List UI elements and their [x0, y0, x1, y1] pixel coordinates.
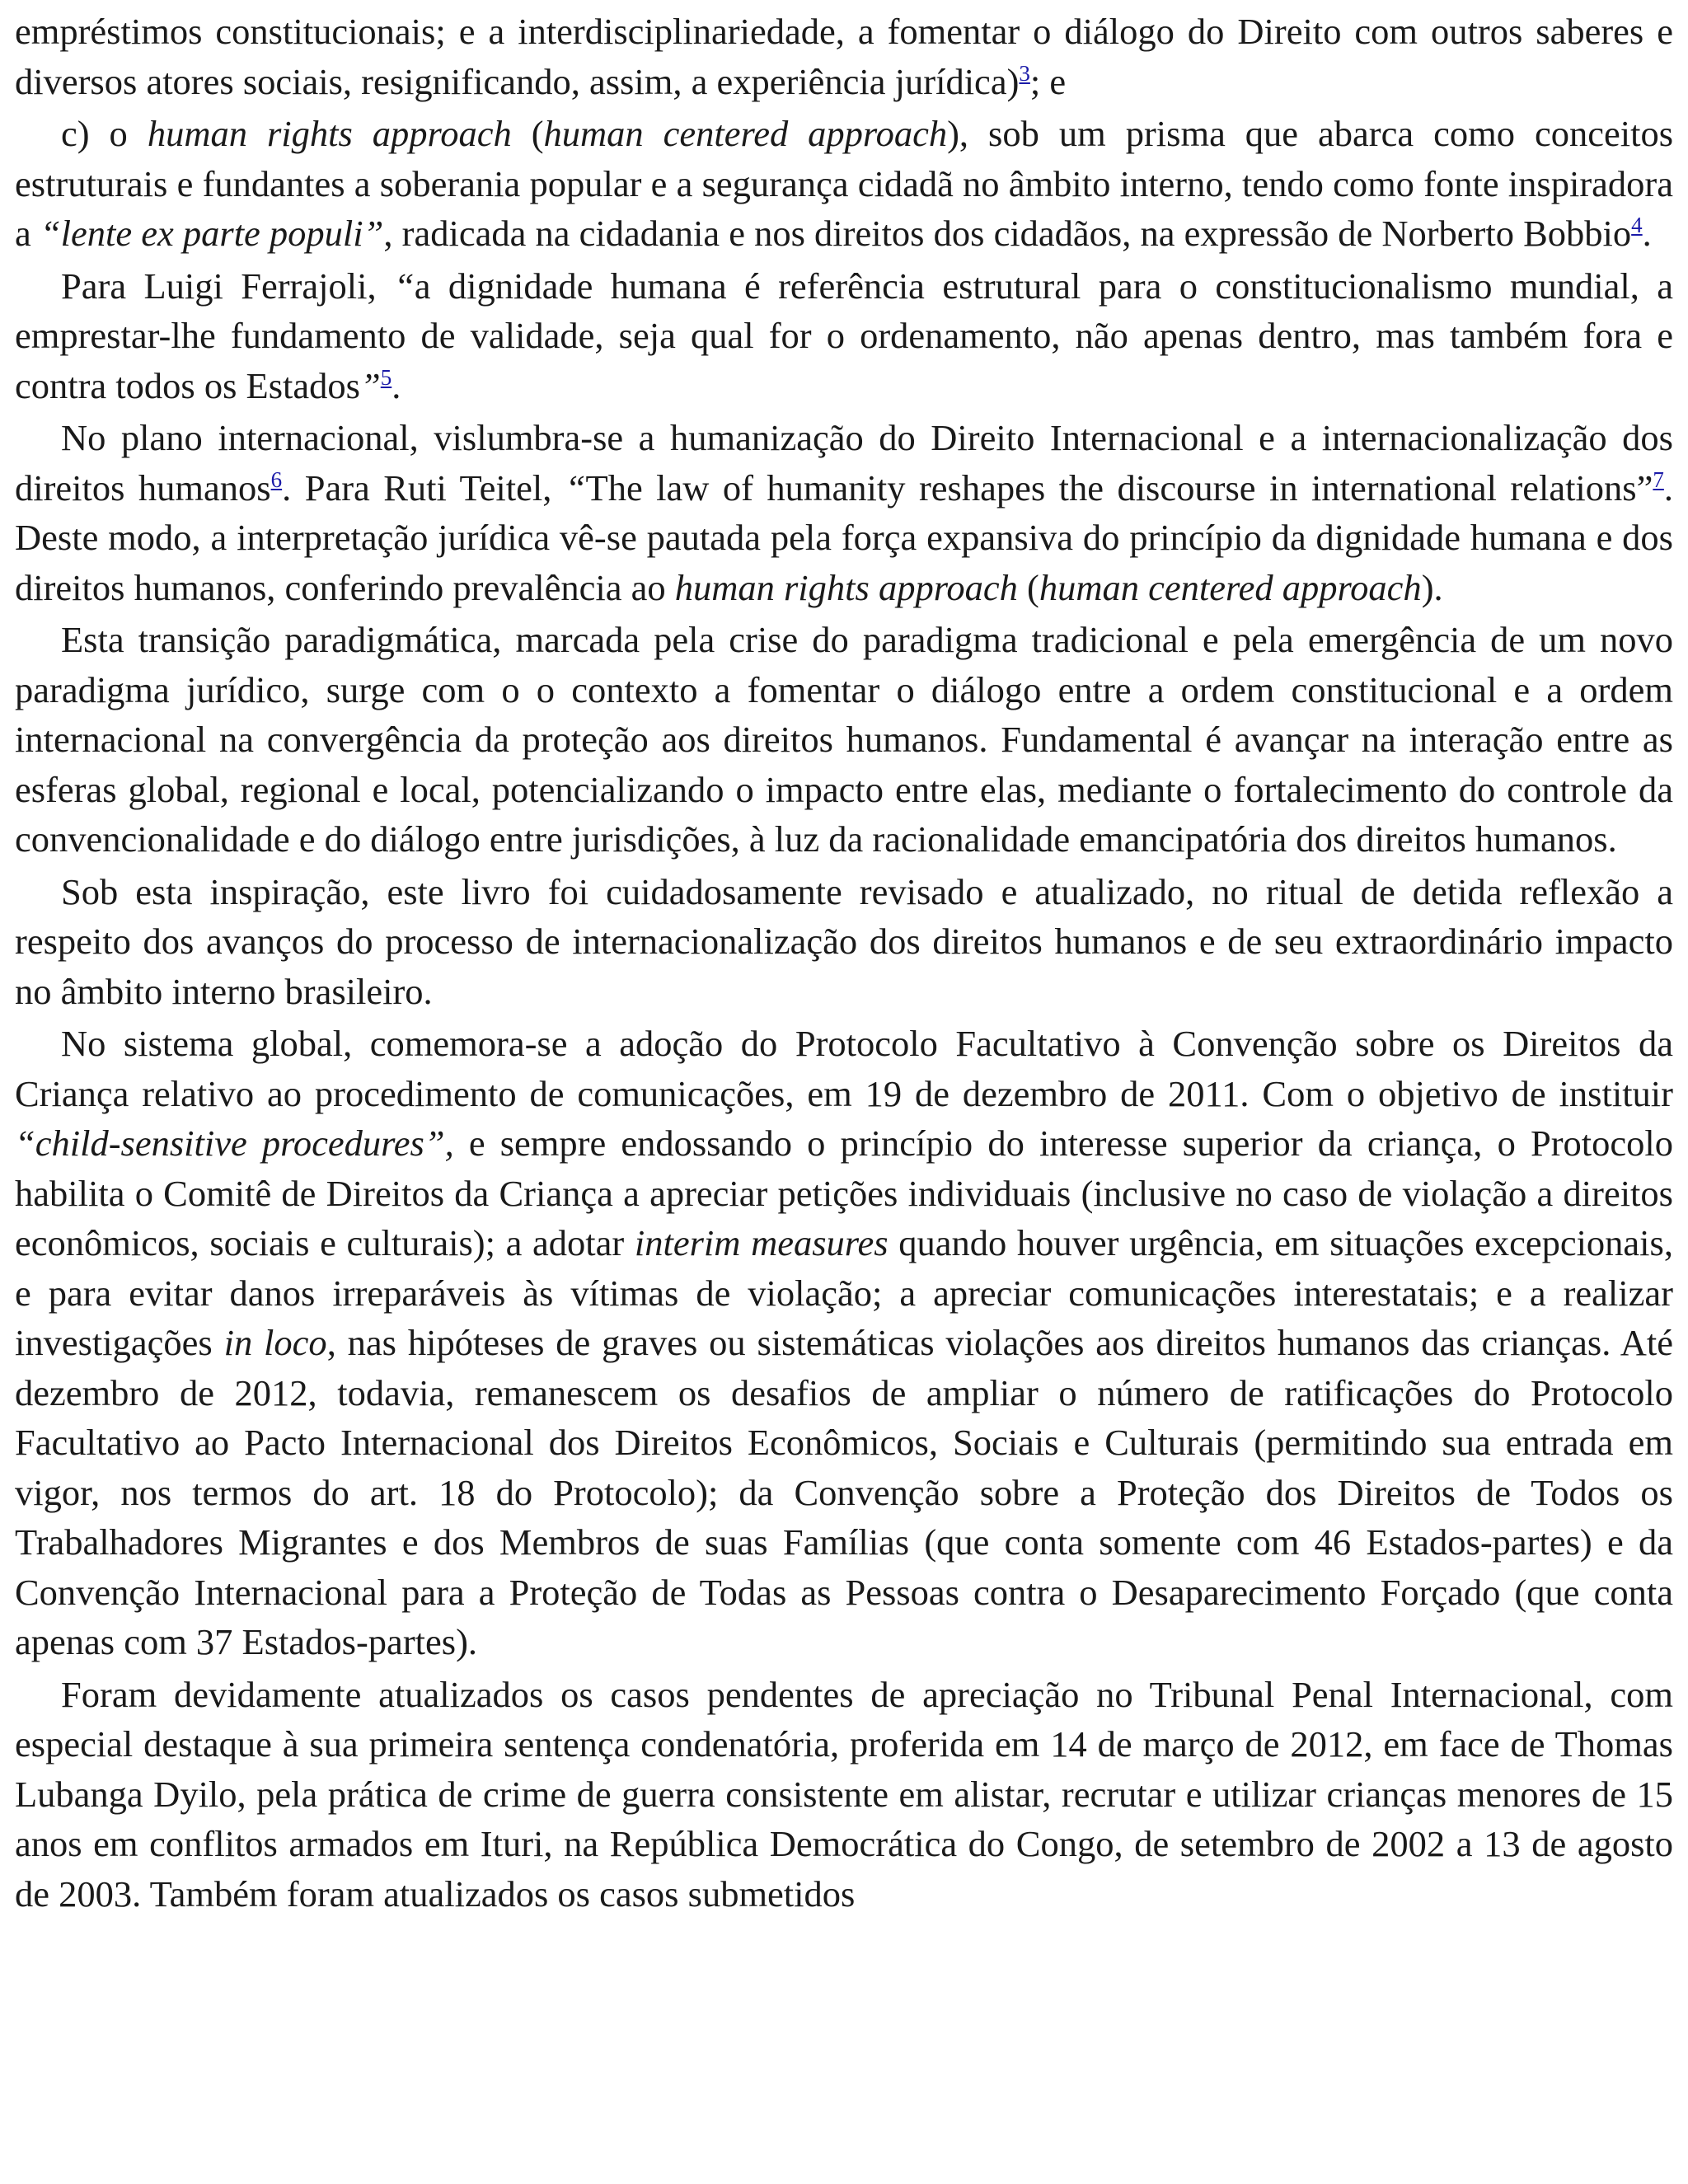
text-run: (: [1017, 566, 1039, 608]
text-run: quando houver urgência, em situações excepcionais, e para evitar danos irreparáveis às vítimas de violação; a apreciar comunicações interestatais; e a realizar investigações: [15, 1222, 1673, 1363]
paragraph: [15, 109, 1673, 259]
text-run: The law of humanity reshapes the discourse in international relations”: [585, 466, 1653, 509]
text-run: ; e: [1029, 60, 1067, 102]
italic-run: “child-sensitive procedures”,: [15, 1122, 454, 1164]
footnote-ref: [1631, 213, 1643, 237]
text-run: Sob esta inspiração, este livro foi cuidadosamente revisado e atualizado, no ritual de detida reflexão a respeito dos avanços do processo de internacionalização dos direitos humanos e de seu extraordinário impacto no âmbito interno brasileiro.: [15, 870, 1673, 1012]
text-run: . Deste modo, a interpretação jurídica vê-se pautada pela força expansiva do princípio da dignidade humana e dos direitos humanos, conferindo prevalência ao: [15, 466, 1673, 608]
paragraph: [15, 867, 1673, 1017]
text-run: , radicada na cidadania e nos direitos dos cidadãos, na expressão de Norberto Bobbio: [383, 213, 1632, 254]
text-run: .: [1642, 213, 1652, 254]
text-run: empréstimos constitucionais; e a interdisciplinariedade, a fomentar o diálogo do Direito com outros saberes e diversos atores sociais, resignificando, assim, a experiência jurídica): [15, 11, 1673, 102]
footnote-link[interactable]: 5: [380, 364, 392, 390]
text-run: Para Luigi Ferrajoli,: [61, 265, 394, 307]
paragraph: [15, 615, 1673, 865]
italic-run: interim measures: [634, 1222, 889, 1263]
paragraph: [15, 261, 1673, 411]
footnote-ref: [1019, 61, 1030, 86]
document-page: [15, 7, 1673, 1919]
footnote-link[interactable]: 7: [1653, 466, 1664, 492]
text-run: Foram devidamente atualizados os casos pendentes de apreciação no Tribunal Penal Internacional, com especial destaque à sua primeira sentença condenatória, proferida em 14 de março de 2012, em face de Thomas Lubanga Dyilo, pela prática de crime de guerra consistente em alistar, recrutar e utilizar crianças menores de 15 anos em conflitos armados em Ituri, na República Democrática do Congo, de setembro de 2002 a 13 de agosto de 2003. Também foram atualizados os casos submetidos: [15, 1673, 1673, 1915]
italic-run: human centered approach: [543, 113, 948, 154]
footnote-link[interactable]: 4: [1631, 213, 1643, 238]
italic-run: ”: [360, 364, 381, 406]
paragraph: [15, 7, 1673, 106]
text-run: No plano internacional, vislumbra-se a humanização do Direito Internacional e a internacionalização dos direitos humanos: [15, 417, 1673, 509]
paragraph: [15, 413, 1673, 612]
text-run: , nas hipóteses de graves ou sistemáticas violações aos direitos humanos das crianças. Até dezembro de 2012, todavia, remanescem os desafios de ampliar o número de ratificações do Protocolo Facultativo ao Pacto Internacional dos Direitos Econômicos, Sociais e Culturais (permitindo sua entrada em vigor, nos termos do art. 18 do Protocolo); da Convenção sobre a Proteção dos Direitos de Todos os Trabalhadores Migrantes e dos Membros de suas Famílias (que conta somente com 46 Estados-partes) e da Convenção Internacional para a Proteção de Todas as Pessoas contra o Desaparecimento Forçado (que conta apenas com 37 Estados-partes).: [15, 1322, 1674, 1662]
italic-run: “: [565, 466, 586, 509]
paragraph: [15, 1019, 1673, 1667]
footnote-link[interactable]: 3: [1019, 60, 1030, 86]
italic-run: “: [393, 265, 415, 307]
footnote-ref: [1653, 467, 1664, 492]
italic-run: human centered approach: [1039, 566, 1422, 608]
text-run: ).: [1421, 566, 1443, 608]
text-run: Esta transição paradigmática, marcada pela crise do paradigma tradicional e pela emergência de um novo paradigma jurídico, surge com o o contexto a fomentar o diálogo entre a ordem constitucional e a ordem internacional na convergência da proteção aos direitos humanos. Fundamental é avançar na interação entre as esferas global, regional e local, potencializando o impacto entre elas, mediante o fortalecimento do controle da convencionalidade e do diálogo entre jurisdições, à luz da racionalidade emancipatória dos direitos humanos.: [15, 619, 1673, 860]
text-run: a dignidade humana é referência estrutural para o constitucionalismo mundial, a emprestar-lhe fundamento de validade, seja qual for o ordenamento, não apenas dentro, mas também fora e contra todos os Estados: [15, 265, 1673, 406]
italic-run: human rights approach: [674, 566, 1018, 608]
text-run: .: [392, 364, 401, 406]
text-run: . Para Ruti Teitel,: [282, 466, 565, 509]
italic-run: human rights approach: [147, 113, 512, 154]
italic-run: “lente ex parte populi”: [40, 213, 384, 254]
italic-run: in loco: [223, 1322, 327, 1363]
text-run: e sempre endossando o princípio do interesse superior da criança, o Protocolo habilita o Comitê de Direitos da Criança a apreciar petições individuais (inclusive no caso de violação a direitos econômicos, sociais e culturais); a adotar: [15, 1122, 1673, 1263]
footnote-ref: [271, 467, 283, 492]
text-run: No sistema global, comemora-se a adoção do Protocolo Facultativo à Convenção sobre os Direitos da Criança relativo ao procedimento de comunicações, em 19 de dezembro de 2011. Com o objetivo de instituir: [15, 1023, 1673, 1114]
footnote-link[interactable]: 6: [270, 466, 283, 492]
footnote-ref: [381, 365, 392, 390]
paragraph: [15, 1670, 1673, 1919]
text-run: c) o: [61, 113, 148, 154]
text-run: ), sob um prisma que abarca como conceitos estruturais e fundantes a soberania popular e a segurança cidadã no âmbito interno, tendo como fonte inspiradora a: [15, 113, 1674, 254]
text-run: (: [511, 113, 544, 154]
